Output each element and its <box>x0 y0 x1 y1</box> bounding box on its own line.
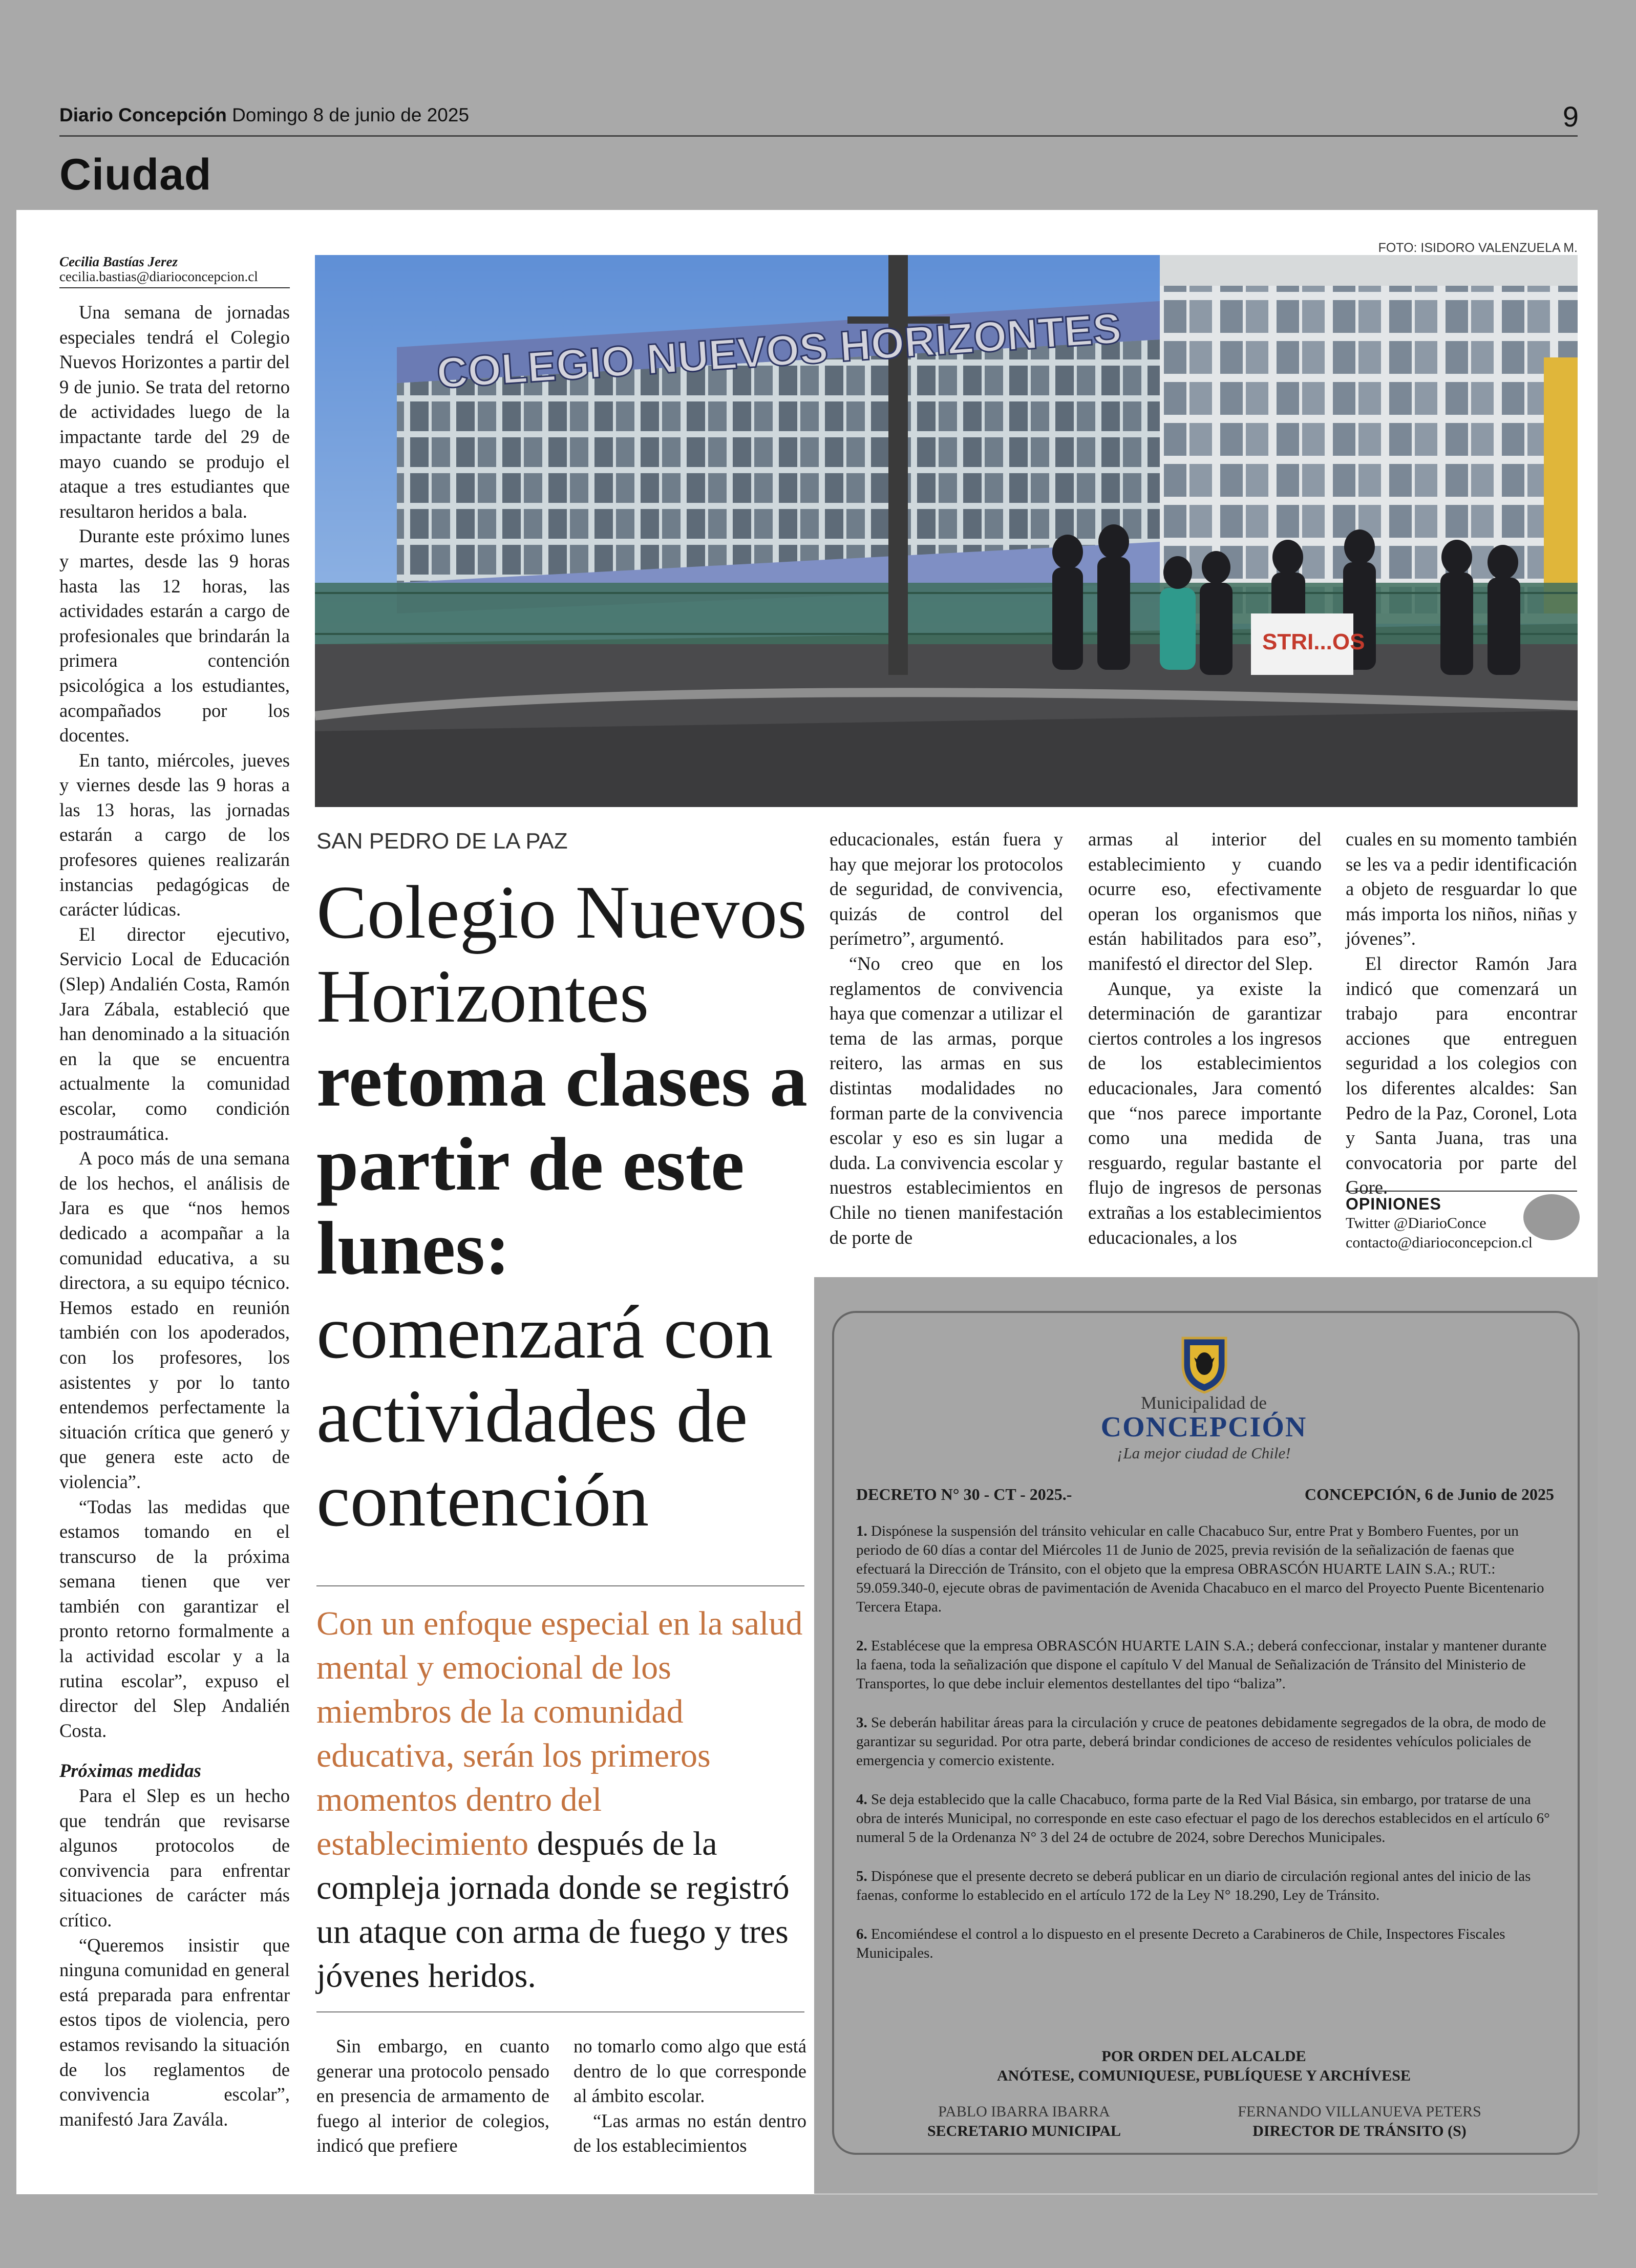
item-number: 5. <box>856 1868 867 1884</box>
header-rule <box>59 135 1578 137</box>
subhead: Próximas medidas <box>59 1760 201 1782</box>
coat-of-arms-icon <box>1179 1334 1230 1394</box>
item-text: Dispónese la suspensión del tránsito vehicular en calle Chacabuco Sur, entre Prat y Bombero Fuentes, por un periodo de 60 días a contar del Miércoles 11 de Junio de 2025, previa revisión de la señalización de faenas que efectuará la Dirección de Tránsito, con el objeto que la empresa OBRASCÓN HUARTE LAIN S.A.; RUT.: 59.059.340-0, ejecute obras de pavimentación de Avenida Chacabuco en el marco del Proyecto Puente Bicentenario Tercera Etapa. <box>856 1523 1544 1615</box>
protest-poster: STRI...OS <box>1262 629 1365 654</box>
paragraph: no tomarlo como algo que está dentro de lo que corresponde al ámbito escolar. <box>573 2036 806 2107</box>
school-building-illustration <box>315 255 1578 807</box>
author-name: Cecilia Bastías Jerez <box>59 254 178 269</box>
deck-rule-top <box>316 1585 804 1586</box>
paragraph: El director ejecutivo, Servicio Local de Educación (Slep) Andalién Costa, Ramón Jara Zábala, estableció que han denominado a la situación en la que se encuentra actualmente la comunidad escolar, como condición postraumática. <box>59 923 290 1144</box>
item-text: Dispónese que el presente decreto se deberá publicar en un diario de circulación regional antes del inicio de las faenas, conforme lo establecido en el artículo 172 de la Ley N° 18.290, Ley de Tránsito. <box>856 1868 1531 1903</box>
item-text: Encomiéndese el control a lo dispuesto en el presente Decreto a Carabineros de Chile, Inspectores Fiscales Municipales. <box>856 1926 1505 1961</box>
article-column-b <box>573 2034 806 2158</box>
decree-order <box>832 2047 1576 2086</box>
ad-municipality-label: Municipalidad de <box>1141 1393 1267 1413</box>
item-number: 3. <box>856 1714 867 1731</box>
decree-date: CONCEPCIÓN, 6 de Junio de 2025 <box>1304 1485 1554 1503</box>
issue-date: Domingo 8 de junio de 2025 <box>232 104 470 125</box>
decree-item <box>856 1790 1552 1847</box>
section-title: Ciudad <box>59 150 212 199</box>
item-number: 6. <box>856 1926 867 1942</box>
deck <box>316 1602 808 1998</box>
signer-name: FERNANDO VILLANUEVA PETERS <box>1238 2103 1481 2120</box>
article-column-5 <box>1346 827 1577 1200</box>
masthead-line <box>59 104 469 126</box>
speech-bubble-icon <box>1523 1194 1580 1240</box>
article-column-a <box>316 2034 549 2158</box>
decree-item <box>856 1713 1552 1770</box>
item-text: Se deberán habilitar áreas para la circulación y cruce de peatones debidamente segregados de la obra, de modo de garantizar su seguridad. Por otra parte, deberá brindar condiciones de acceso de residentes vehículos policiales de emergencia y comercio existente. <box>856 1714 1546 1769</box>
decree-item <box>856 1925 1552 1963</box>
item-number: 4. <box>856 1791 867 1808</box>
paper-name: Diario Concepción <box>59 104 227 125</box>
item-text: Establécese que la empresa OBRASCÓN HUARTE LAIN S.A.; deberá confeccionar, instalar y mantener durante la faena, toda la señalización que dispone el capítulo V del Manual de Señalización de Tránsito del Ministerio de Transportes, lo que debe incluir elementos destellantes del tipo “baliza”. <box>856 1638 1547 1692</box>
headline-bold: retoma clases a partir de este lunes: <box>316 1038 808 1290</box>
order-line-1: POR ORDEN DEL ALCALDE <box>1101 2048 1306 2065</box>
item-text: Se deja establecido que la calle Chacabuco, forma parte de la Red Vial Básica, sin embargo, por tratarse de una obra de interés Municipal, no corresponde en este caso efectuar el pago de los derechos establecidos en el artículo 6° numeral 5 de la Ordenanza N° 3 del 24 de octubre de 2024, sobre Derechos Municipales. <box>856 1791 1550 1846</box>
opiniones-email[interactable]: contacto@diarioconcepcion.cl <box>1346 1234 1533 1251</box>
decree-item <box>856 1867 1552 1905</box>
item-number: 2. <box>856 1638 867 1654</box>
opiniones-title: OPINIONES <box>1346 1195 1441 1213</box>
paragraph: armas al interior del establecimiento y cuando ocurre eso, efectivamente operan los organismos que están habilitados para eso”, manifestó el director del Slep. <box>1088 829 1322 974</box>
paragraph: Aunque, ya existe la determinación de garantizar ciertos controles a los ingresos de los establecimientos educacionales, Jara comentó que “nos parece importante como una medida de resguardo, regular bastante el flujo de ingresos de personas extrañas a los establecimientos educacionales, a los <box>1088 978 1322 1248</box>
headline <box>316 871 813 1542</box>
article-column-4 <box>1088 827 1322 1250</box>
kicker: SAN PEDRO DE LA PAZ <box>316 829 568 854</box>
decree-item <box>856 1522 1552 1617</box>
deck-rest: después de la compleja jornada donde se registró un ataque con arma de fuego y tres jóvenes heridos. <box>316 1825 790 1995</box>
building-sign: COLEGIO NUEVOS HORIZONTES <box>435 304 1123 397</box>
signer-name: PABLO IBARRA IBARRA <box>938 2103 1110 2120</box>
headline-part-2: comenzará con actividades de contención <box>316 1290 773 1542</box>
decree-number: DECRETO N° 30 - CT - 2025.- <box>856 1485 1072 1503</box>
signer-role: DIRECTOR DE TRÁNSITO (S) <box>1252 2123 1467 2139</box>
paragraph: Sin embargo, en cuanto generar una protocolo pensado en presencia de armamento de fuego al interior de colegios, indicó que prefiere <box>316 2036 549 2156</box>
paragraph: “No creo que en los reglamentos de convivencia haya que comenzar a utilizar el tema de las armas, porque reitero, las armas en sus distintas modalidades no forman parte de la convivencia escolar y eso es sin lugar a duda. La convivencia escolar y nuestros establecimientos en Chile no tienen manifestación de porte de <box>830 952 1063 1248</box>
paragraph: “Queremos insistir que ninguna comunidad en general está preparada para enfrentar estos tipos de violencia, pero estamos revisando la situación de los reglamentos de convivencia escolar”, manifestó Jara Zavála. <box>59 1934 290 2130</box>
photo-credit: FOTO: ISIDORO VALENZUELA M. <box>1378 241 1578 255</box>
paragraph: Una semana de jornadas especiales tendrá el Colegio Nuevos Horizontes a partir del 9 de junio. Se trata del retorno de actividades luego de la impactante tarde del 29 de mayo cuando se produjo el ataque a tres estudiantes que resultaron heridos a bala. <box>59 302 290 522</box>
ad-slogan: ¡La mejor ciudad de Chile! <box>1117 1444 1291 1462</box>
item-number: 1. <box>856 1523 867 1539</box>
article-column-3 <box>830 827 1063 1250</box>
paragraph: “Las armas no están dentro de los establecimientos <box>573 2110 806 2156</box>
paragraph: Durante este próximo lunes y martes, desde las 9 horas hasta las 12 horas, las actividades estarán a cargo de profesionales que brindarán la primera contención psicológica a los estudiantes, acompañados por los docentes. <box>59 525 290 746</box>
paragraph: En tanto, miércoles, jueves y viernes desde las 9 horas a las 13 horas, las jornadas estarán a cargo de los profesores quienes realizarán instancias pedagógicas de carácter lúdicas. <box>59 749 290 920</box>
deck-rule-bottom <box>316 2011 804 2012</box>
page-number: 9 <box>1562 100 1579 133</box>
school-photo <box>315 255 1578 807</box>
author-email: cecilia.bastias@diarioconcepcion.cl <box>59 269 258 284</box>
paragraph: cuales en su momento también se les va a pedir identificación a objeto de resguardar lo que más importa los niños, niñas y jóvenes”. <box>1346 829 1577 949</box>
ad-city-logo: CONCEPCIÓN <box>1100 1411 1307 1443</box>
decree-item <box>856 1637 1552 1693</box>
signature-left <box>881 2102 1167 2141</box>
paragraph: Para el Slep es un hecho que tendrán que revisarse algunos protocolos de convivencia para enfrentar situaciones de carácter más crítico. <box>59 1785 290 1931</box>
headline-part-1: Colegio Nuevos Horizontes <box>316 871 807 1038</box>
signer-role: SECRETARIO MUNICIPAL <box>927 2123 1121 2139</box>
paragraph: educacionales, están fuera y hay que mejorar los protocolos de seguridad, de convivencia, quizás de control del perímetro”, argumentó. <box>830 829 1063 949</box>
decree-items <box>856 1522 1552 1983</box>
paragraph: El director Ramón Jara indicó que comenzará un trabajo para encontrar acciones que entreguen seguridad a los colegios con los diferentes alcaldes: San Pedro de la Paz, Coronel, Lota y Santa Juana, tras una convocatoria por parte del Gore. <box>1346 952 1577 1198</box>
article-column-1 <box>59 300 290 2132</box>
paragraph: A poco más de una semana de los hechos, el análisis de Jara es que “nos hemos dedicado a acompañar a la comunidad educativa, a su directora, a su equipo técnico. Hemos estado en reunión también con los apoderados, con los profesores, los asistentes y por lo tanto entendemos perfectamente la situación crítica que generó y que genera este acto de violencia”. <box>59 1148 290 1492</box>
order-line-2: ANÓTESE, COMUNIQUESE, PUBLÍQUESE Y ARCHÍVESE <box>997 2067 1411 2084</box>
deck-accent: Con un enfoque especial en la salud mental y emocional de los miembros de la comunidad educativa, serán los primeros momentos dentro del establecimiento <box>316 1605 803 1862</box>
paragraph: “Todas las medidas que estamos tomando en el transcurso de la próxima semana tienen que ver también con garantizar el pronto retorno formalmente a la actividad escolar y a la rutina escolar”, expuso el director del Slep Andalién Costa. <box>59 1496 290 1741</box>
opiniones-twitter[interactable]: Twitter @DiarioConce <box>1346 1215 1486 1232</box>
byline <box>59 255 290 288</box>
signature-right <box>1216 2102 1503 2141</box>
